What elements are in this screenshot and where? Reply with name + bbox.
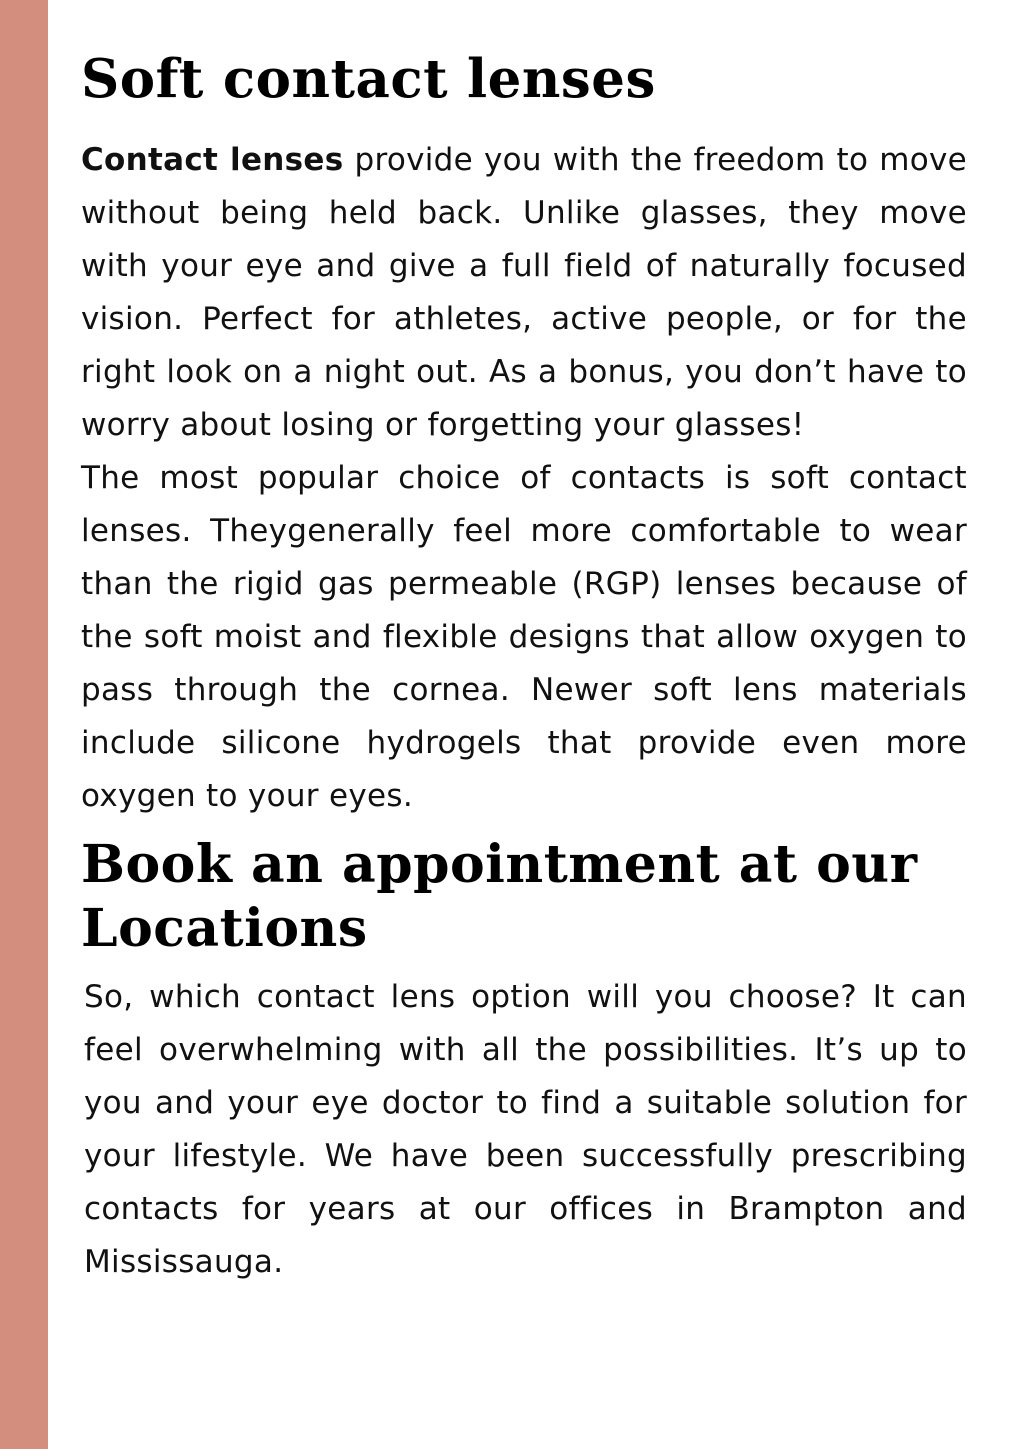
paragraph-book-appointment: So, which contact lens option will you choose? It can feel overwhelming with all the possibilities. It’s up to you and your eye doctor to find a suitable solution for your lifestyle. We have been successfully prescribing contacts for years at our offices in Brampton and Mississauga. — [84, 979, 967, 1280]
intro-lead-text: Contact lenses — [81, 142, 344, 178]
paragraph-soft-lenses: The most popular choice of contacts is soft contact lenses. Theygenerally feel more comfortable to wear than the rigid gas permeable (RGP) lenses because of the soft moist and flexible designs that allow oxygen to pass through the cornea. Newer soft lens materials include silicone hydrogels that provide even more oxygen to your eyes. — [81, 460, 967, 814]
article-content — [81, 40, 967, 1289]
section-book-appointment — [81, 833, 967, 1289]
section-heading-soft-contact-lenses: Soft contact lenses — [81, 48, 656, 110]
section-heading-book-appointment: Book an appointment at our Locations — [81, 834, 918, 959]
intro-body-text: provide you with the freedom to move without being held back. Unlike glasses, they move with your eye and give a full field of naturally focused vision. Perfect for athletes, active people, or for the right look on a night out. As a bonus, you don’t have to worry about losing or forgetting your glasses! — [81, 142, 967, 443]
paragraph-contact-lenses-intro — [81, 134, 967, 452]
section-soft-contact-lenses — [81, 40, 967, 823]
accent-bar — [0, 0, 48, 1449]
